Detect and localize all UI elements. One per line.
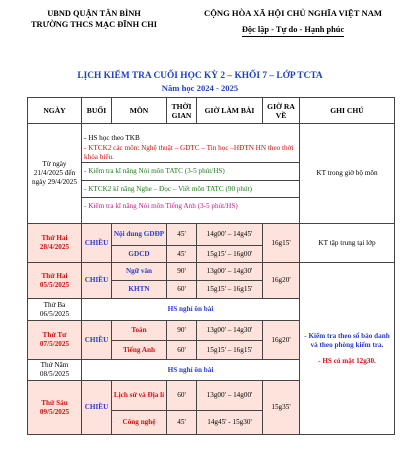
national-header xyxy=(190,8,396,37)
date-cell: Thứ Tư 07/5/2025 xyxy=(28,321,82,360)
table-header-row xyxy=(28,98,395,124)
page-title: LỊCH KIỂM TRA CUỐI HỌC KỲ 2 – KHỐI 7 – LỚP TCTA xyxy=(77,71,323,81)
table-row xyxy=(28,224,395,246)
leave-time-cell: 15g35' xyxy=(263,381,300,435)
note-line: - Kiểm tra kĩ năng Nói môn Tiếng Anh (3-5 phút/HS) xyxy=(84,202,238,210)
date-cell: Thứ Hai 28/4/2025 xyxy=(28,224,82,263)
duration-cell: 90' xyxy=(167,263,197,281)
first-block-notes xyxy=(82,124,300,224)
notes-cell: KT tập trung tại lớp xyxy=(300,224,395,263)
col-header-session: BUỔI xyxy=(82,98,112,124)
exam-time-cell: 14g00' – 14g45' xyxy=(197,224,263,246)
col-header-notes: GHI CHÚ xyxy=(300,98,395,124)
exam-schedule-table xyxy=(27,97,395,435)
arrival-note: - HS có mặt 12g30. xyxy=(318,356,376,365)
date-cell: Thứ Sáu 09/5/2025 xyxy=(28,381,82,435)
leave-time-cell: 16g20' xyxy=(263,263,300,299)
subject-cell: GDCD xyxy=(112,246,167,263)
exam-time-cell: 15g15' – 16g15' xyxy=(197,281,263,299)
school-year: Năm học 2024 - 2025 xyxy=(161,83,239,93)
duration-cell: 90' xyxy=(167,321,197,341)
session-cell: CHIỀU xyxy=(82,381,112,435)
date-cell: Thứ Năm 08/5/2025 xyxy=(28,360,82,381)
date-cell: Thứ Hai 05/5/2025 xyxy=(28,263,82,299)
col-header-exam-time: GIỜ LÀM BÀI xyxy=(197,98,263,124)
subject-cell: Toán xyxy=(112,321,167,341)
subject-cell: Lịch sử và Địa lí xyxy=(112,381,167,411)
exam-note: - Kiểm tra theo số báo danh và theo phòng kiểm tra. xyxy=(304,331,390,349)
col-header-subject: MÔN xyxy=(112,98,167,124)
duration-cell: 45' xyxy=(167,411,197,435)
duration-cell: 60' xyxy=(167,281,197,299)
subject-cell: Ngữ văn xyxy=(112,263,167,281)
col-header-duration: THỜI GIAN xyxy=(167,98,197,124)
school-name: TRƯỜNG THCS MẠC ĐĨNH CHI xyxy=(30,20,158,29)
duration-cell: 60' xyxy=(167,381,197,411)
country-name: CỘNG HÒA XÃ HỘI CHỦ NGHĨA VIỆT NAM xyxy=(203,8,383,18)
note-line: - Kiểm tra kĩ năng Nói môn TATC (3-5 phút/HS) xyxy=(82,163,299,181)
duration-cell: 45' xyxy=(167,224,197,246)
note-line: - KTCK2 các môn: Nghệ thuật – GDTC – Tin học –HĐTN HN theo thời khóa biểu. xyxy=(82,143,299,163)
leave-time-cell: 16g20' xyxy=(263,321,300,360)
exam-time-cell: 15g15' – 16g15' xyxy=(197,341,263,360)
col-header-date: NGÀY xyxy=(28,98,82,124)
date-cell: Thứ Ba 06/5/2025 xyxy=(28,299,82,321)
district-name: UBND QUẬN TÂN BÌNH xyxy=(47,9,141,18)
school-header xyxy=(4,8,184,30)
leave-time-cell: 16g15' xyxy=(263,224,300,263)
session-cell: CHIỀU xyxy=(82,321,112,360)
note-line: - KTCK2 kĩ năng Nghe – Đọc – Viết môn TATC (90 phút) xyxy=(82,181,299,199)
exam-time-cell: 13g00' – 14g30' xyxy=(197,263,263,281)
exam-time-cell: 13g00' – 14g30' xyxy=(197,321,263,341)
notes-cell: KT trong giờ bộ môn xyxy=(300,124,395,224)
notes-cell xyxy=(300,263,395,435)
table-row xyxy=(28,263,395,281)
subject-cell: Công nghệ xyxy=(112,411,167,435)
duration-cell: 60' xyxy=(167,341,197,360)
subject-cell: Tiếng Anh xyxy=(112,341,167,360)
date-cell: Từ ngày 21/4/2025 đến ngày 29/4/2025 xyxy=(28,124,82,224)
exam-time-cell: 15g15' – 16g00' xyxy=(197,246,263,263)
exam-time-cell: 13g00' – 14g00' xyxy=(197,381,263,411)
rest-day-cell: HS nghỉ ôn bài xyxy=(82,299,300,321)
exam-time-cell: 14g45' - 15g30' xyxy=(197,411,263,435)
note-line: - HS học theo TKB xyxy=(84,133,140,142)
duration-cell: 45' xyxy=(167,246,197,263)
session-cell: CHIỀU xyxy=(82,224,112,263)
subject-cell: Nội dung GDĐP xyxy=(112,224,167,246)
subject-cell: KHTN xyxy=(112,281,167,299)
national-motto: Độc lập - Tự do - Hạnh phúc xyxy=(242,24,344,37)
col-header-leave-time: GIỜ RA VỀ xyxy=(263,98,300,124)
table-row-regular-schedule xyxy=(28,124,395,224)
session-cell: CHIỀU xyxy=(82,263,112,299)
rest-day-cell: HS nghỉ ôn bài xyxy=(82,360,300,381)
